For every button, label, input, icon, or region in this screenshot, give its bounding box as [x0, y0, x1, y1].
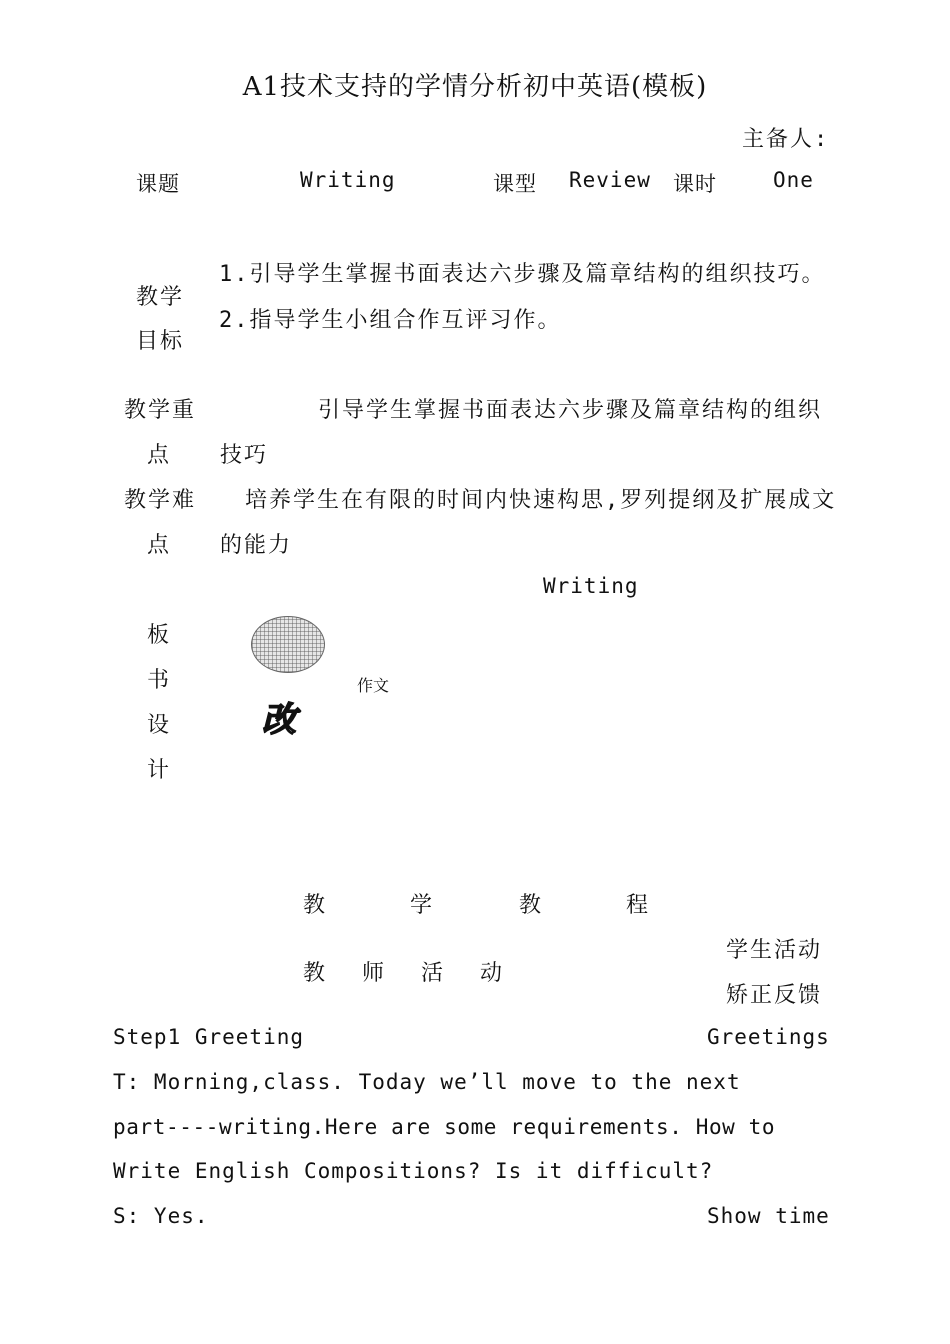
- difficulties-label-line1: 教学难: [124, 488, 197, 513]
- document-title: A1技术支持的学情分析初中英语(模板): [242, 72, 708, 102]
- objective-item: 2.指导学生小组合作互评习作。: [219, 308, 562, 333]
- body-line: S: Yes.: [113, 1204, 209, 1228]
- body-line: Write English Compositions? Is it difficult?: [113, 1159, 714, 1183]
- teacher-activity-char: 动: [480, 961, 505, 986]
- key-points-label-line1: 教学重: [124, 398, 197, 423]
- objectives-label-line1: 教学: [136, 285, 185, 310]
- student-activity-item: Greetings: [707, 1025, 830, 1049]
- key-points-label-line2: 点: [147, 443, 172, 468]
- topic-label: 课题: [136, 172, 180, 196]
- topic-value: Writing: [300, 168, 396, 192]
- feedback-label: 矫正反馈: [726, 983, 823, 1008]
- board-heading: Writing: [543, 574, 639, 598]
- process-heading-char: 教: [519, 893, 544, 918]
- board-label-char: 板: [147, 623, 172, 648]
- key-points-text-line2: 技巧: [220, 443, 269, 468]
- period-value: One: [773, 168, 814, 192]
- student-activity-item: Show time: [707, 1204, 830, 1228]
- key-points-text-line1: 引导学生掌握书面表达六步骤及篇章结构的组织: [318, 398, 823, 423]
- teacher-activity-char: 师: [362, 961, 387, 986]
- lesson-type-label: 课型: [493, 172, 537, 196]
- teacher-activity-char: 教: [303, 961, 328, 986]
- process-heading-char: 学: [410, 893, 435, 918]
- essay-label: 作文: [357, 676, 390, 695]
- process-heading-char: 程: [626, 893, 651, 918]
- body-line: T: Morning,class. Today we’ll move to the next: [113, 1070, 741, 1094]
- difficulties-label-line2: 点: [147, 533, 172, 558]
- correction-mark-icon: 改: [262, 700, 296, 740]
- lesson-type-value: Review: [569, 168, 651, 192]
- body-line: part----writing.Here are some requirements. How to: [113, 1115, 776, 1139]
- board-label-char: 计: [147, 758, 172, 783]
- hatched-oval-icon: [251, 616, 325, 673]
- process-heading-char: 教: [303, 893, 328, 918]
- objectives-label-line2: 目标: [136, 329, 185, 354]
- board-label-char: 书: [147, 668, 172, 693]
- period-label: 课时: [673, 172, 717, 196]
- difficulties-text-line1: 培养学生在有限的时间内快速构思,罗列提纲及扩展成文: [245, 488, 837, 513]
- preparer-label: 主备人:: [742, 127, 830, 152]
- body-line: Step1 Greeting: [113, 1025, 305, 1049]
- difficulties-text-line2: 的能力: [220, 533, 293, 558]
- objective-item: 1.引导学生掌握书面表达六步骤及篇章结构的组织技巧。: [219, 262, 826, 287]
- teacher-activity-char: 活: [421, 961, 446, 986]
- board-label-char: 设: [147, 713, 172, 738]
- student-activity-label: 学生活动: [726, 938, 823, 963]
